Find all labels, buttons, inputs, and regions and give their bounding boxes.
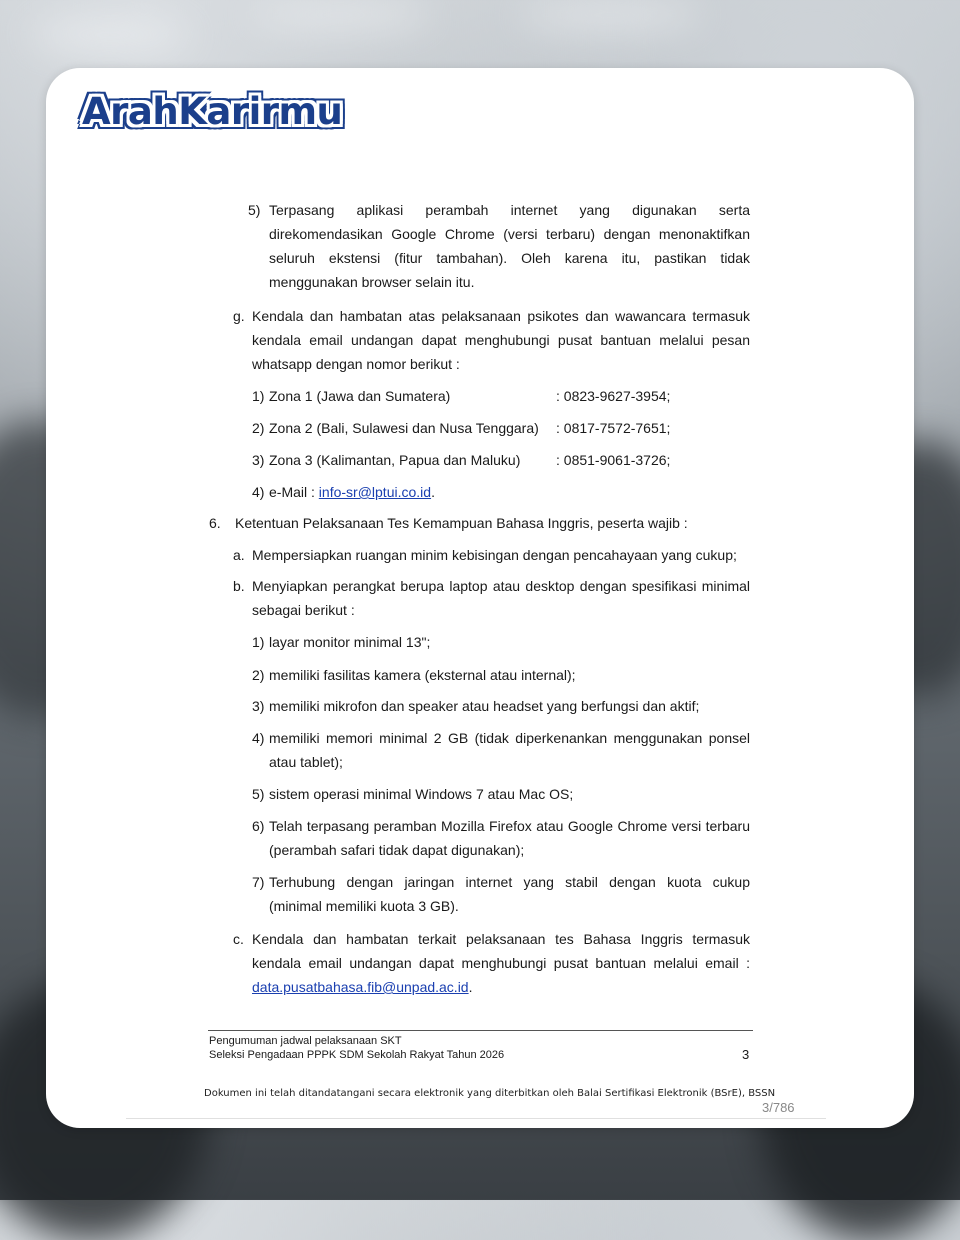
list-marker: 1) xyxy=(252,388,265,404)
divider xyxy=(126,1118,826,1119)
document-card xyxy=(46,68,914,1128)
g-line: kendala email undangan dapat menghubungi pusat bantuan melalui pesan xyxy=(252,332,750,348)
signature-note: Dokumen ini telah ditandatangani secara elektronik yang diterbitkan oleh Balai Sertifikasi Elektronik (BSrE), BSSN xyxy=(204,1088,776,1099)
email-link[interactable]: info-sr@lptui.co.id xyxy=(318,484,432,500)
s6c-email-line xyxy=(252,975,473,999)
item5-line: direkomendasikan Google Chrome (versi terbaru) dengan menonaktifkan xyxy=(269,226,750,242)
spec-line: memiliki fasilitas kamera (eksternal atau internal); xyxy=(269,667,576,683)
spec-line: memiliki mikrofon dan speaker atau headset yang berfungsi dan aktif; xyxy=(269,698,700,714)
list-marker: 7) xyxy=(252,874,265,890)
footer-divider xyxy=(208,1030,753,1031)
list-marker: g. xyxy=(233,308,245,324)
list-marker: 2) xyxy=(252,667,265,683)
spec-line: (perambah safari tidak dapat digunakan); xyxy=(269,842,525,858)
item5-line: seluruh ekstensi (fitur tambahan). Oleh karena itu, pastikan tidak xyxy=(269,250,750,266)
zone-phone: : 0851-9061-3726; xyxy=(556,452,671,468)
spec-line: (minimal memiliki kuota 3 GB). xyxy=(269,898,459,914)
spec-line: Telah terpasang peramban Mozilla Firefox atau Google Chrome versi terbaru xyxy=(269,818,750,834)
list-marker: 5) xyxy=(248,202,261,218)
zone-phone: : 0817-7572-7651; xyxy=(556,420,671,436)
footer-line: Pengumuman jadwal pelaksanaan SKT xyxy=(209,1035,402,1047)
section-heading: Ketentuan Pelaksanaan Tes Kemampuan Bahasa Inggris, peserta wajib : xyxy=(235,515,688,531)
g-line: whatsapp dengan nomor berikut : xyxy=(252,356,460,372)
list-marker: 3) xyxy=(252,452,265,468)
background-light xyxy=(250,0,430,30)
email-link[interactable]: data.pusatbahasa.fib@unpad.ac.id xyxy=(252,979,469,995)
g-line: Kendala dan hambatan atas pelaksanaan psikotes dan wawancara termasuk xyxy=(252,308,750,324)
email-suffix: . xyxy=(431,484,435,500)
s6c-line: Kendala dan hambatan terkait pelaksanaan tes Bahasa Inggris termasuk xyxy=(252,931,750,947)
list-marker: b. xyxy=(233,578,245,594)
s6b-line: sebagai berikut : xyxy=(252,602,355,618)
list-marker: 1) xyxy=(252,634,265,650)
document-page xyxy=(46,68,914,1128)
zone-label: Zona 3 (Kalimantan, Papua dan Maluku) xyxy=(269,452,521,468)
item5-line: menggunakan browser selain itu. xyxy=(269,274,475,290)
list-marker: 6) xyxy=(252,818,265,834)
zone-label: Zona 1 (Jawa dan Sumatera) xyxy=(269,388,451,404)
list-marker: a. xyxy=(233,547,245,563)
brand-logo: ArahKarirmu xyxy=(82,90,343,133)
s6a-text: Mempersiapkan ruangan minim kebisingan dengan pencahayaan yang cukup; xyxy=(252,547,737,563)
list-marker: 4) xyxy=(252,484,265,500)
list-marker: 2) xyxy=(252,420,265,436)
zone-phone: : 0823-9627-3954; xyxy=(556,388,671,404)
email-line xyxy=(269,480,435,504)
list-marker: 3) xyxy=(252,698,265,714)
background-light xyxy=(520,0,700,30)
spec-line: memiliki memori minimal 2 GB (tidak diperkenankan menggunakan ponsel xyxy=(269,730,750,746)
item5-line: Terpasang aplikasi perambah internet yang digunakan serta xyxy=(269,202,750,218)
section-marker: 6. xyxy=(209,515,221,531)
list-marker: 4) xyxy=(252,730,265,746)
spec-line: layar monitor minimal 13"; xyxy=(269,634,431,650)
list-marker: c. xyxy=(233,931,244,947)
email-suffix: . xyxy=(468,979,473,995)
spec-line: Terhubung dengan jaringan internet yang stabil dengan kuota cukup xyxy=(269,874,750,890)
page-number: 3 xyxy=(742,1047,750,1062)
email-prefix: e-Mail : xyxy=(269,484,319,500)
footer-line: Seleksi Pengadaan PPPK SDM Sekolah Rakyat Tahun 2026 xyxy=(209,1049,505,1061)
page-counter: 3/786 xyxy=(762,1100,795,1115)
list-marker: 5) xyxy=(252,786,265,802)
s6c-line: kendala email undangan dapat menghubungi pusat bantuan melalui email : xyxy=(252,955,750,971)
spec-line: sistem operasi minimal Windows 7 atau Mac OS; xyxy=(269,786,574,802)
s6b-line: Menyiapkan perangkat berupa laptop atau desktop dengan spesifikasi minimal xyxy=(252,578,750,594)
spec-line: atau tablet); xyxy=(269,754,343,770)
zone-label: Zona 2 (Bali, Sulawesi dan Nusa Tenggara) xyxy=(269,420,539,436)
background-light xyxy=(30,20,190,50)
